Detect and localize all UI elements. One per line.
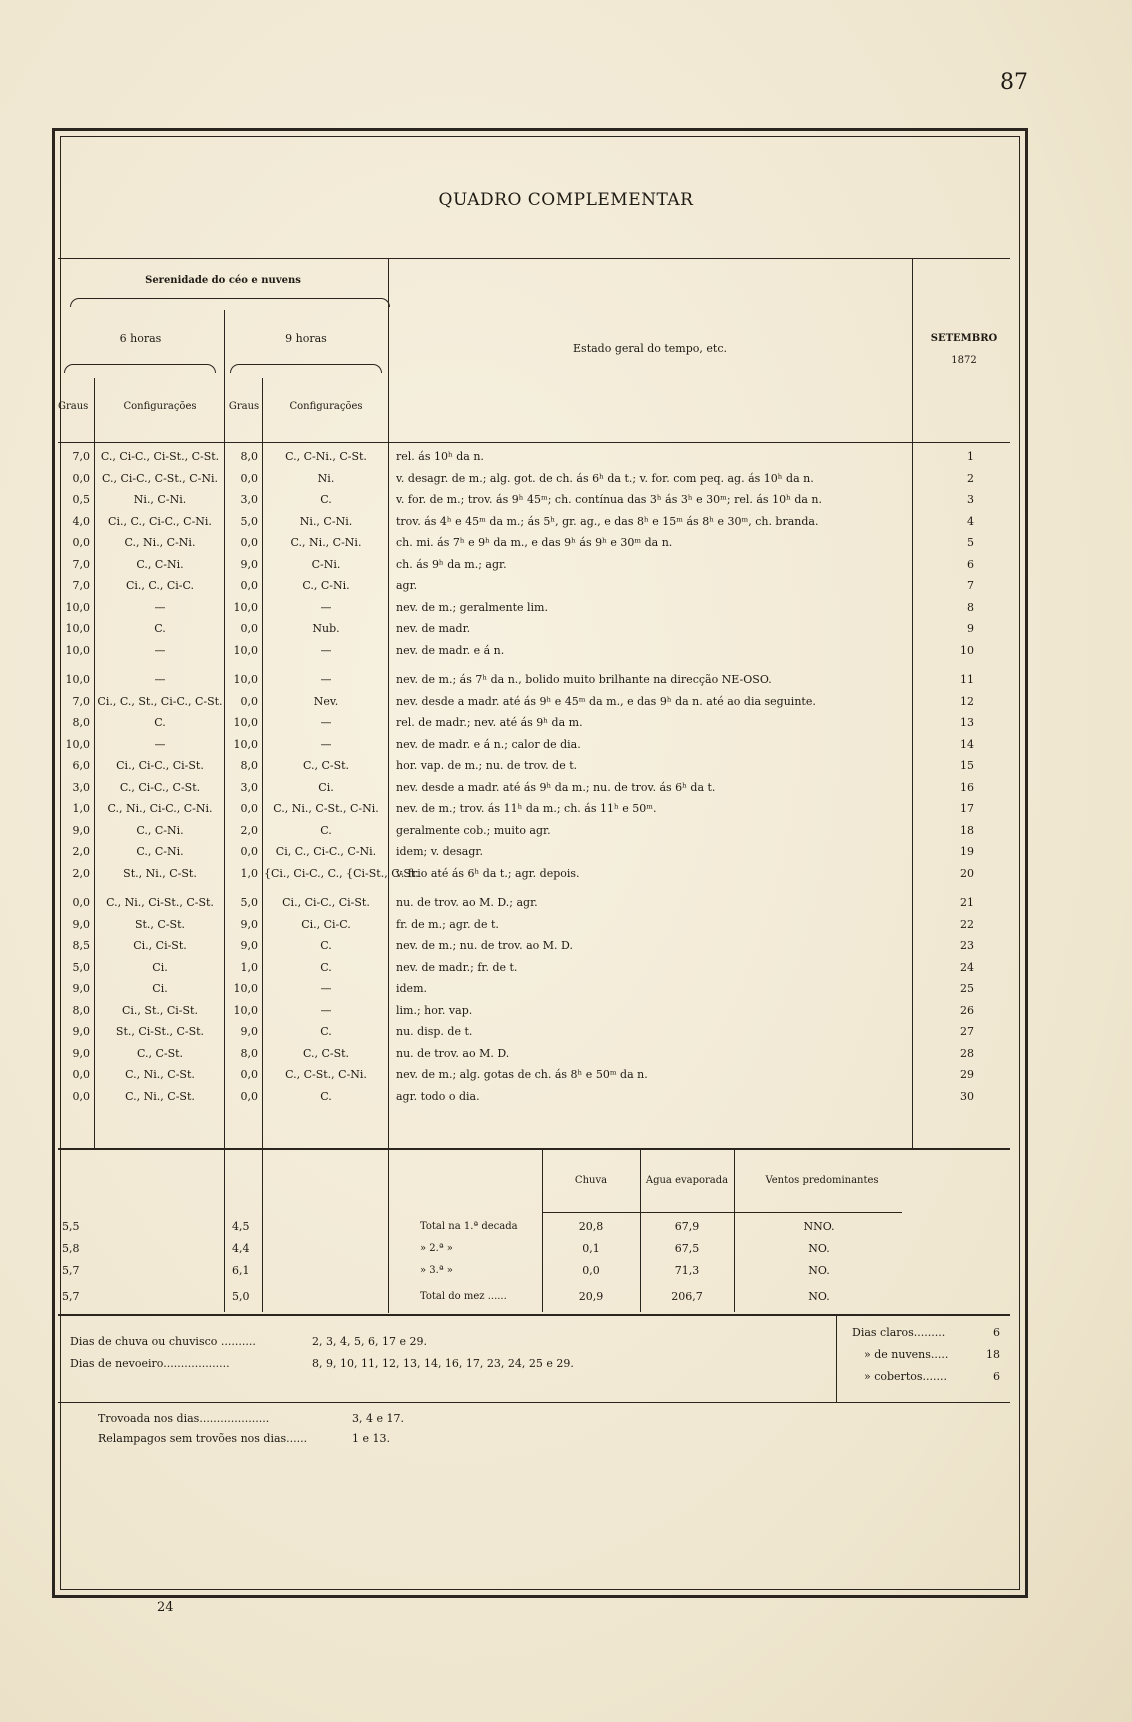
row-graus-9: 0,0 [240,579,258,592]
row-estado: nev. de madr. [396,622,471,635]
row-graus-6: 1,0 [72,802,90,815]
row-graus-9: 1,0 [240,960,258,974]
row-config-6: Ci. [152,960,168,974]
row-graus-9: 8,0 [240,1046,258,1060]
row-graus-6: 8,0 [72,716,90,729]
row-estado: v. frio até ás 6ʰ da t.; agr. depois. [396,866,580,880]
row-graus-9: 0,0 [240,802,258,815]
row-graus-9: 0,0 [240,622,258,635]
row-config-9: C. [320,960,332,974]
row-config-9: C., C-Ni. [302,579,350,592]
row-config-6: — [154,643,166,657]
vline-1 [94,378,95,1148]
row-day: 29 [960,1068,974,1081]
days-top-rule [58,1314,1010,1316]
row-estado: ch. mi. ás 7ʰ e 9ʰ da m., e das 9ʰ ás 9ʰ e 30ᵐ da n. [396,536,673,549]
row-config-9: {Ci., Ci-C., C., {Ci-St., C-St. [264,866,419,880]
header-month: SETEMBRO [930,333,998,344]
row-estado: nev. de m.; alg. gotas de ch. ás 8ʰ e 50ᵐ da n. [396,1068,648,1081]
row-graus-6: 2,0 [72,866,90,880]
row-config-9: C., Ni., C-St., C-Ni. [273,802,379,815]
row-graus-6: 10,0 [65,643,90,657]
row-graus-9: 5,0 [240,896,258,909]
row-day: 14 [960,737,974,751]
thunder-top-rule [58,1402,1010,1403]
row-config-6: C., Ci-C., C-St. [119,780,201,794]
row-graus-9: 0,0 [240,471,258,485]
row-config-9: Nev. [313,694,339,708]
summary-label: Total do mez ...... [420,1291,507,1302]
row-estado: geralmente cob.; muito agr. [396,823,551,837]
row-config-9: C. [320,823,332,837]
summary-graus-6: 5,7 [62,1264,80,1277]
summary-vline-6 [224,1150,225,1312]
row-day: 12 [960,694,974,708]
sum-header-ventos: Ventos predominantes [765,1175,879,1186]
days-clouds-value: 18 [986,1348,1000,1361]
row-day: 28 [960,1046,974,1060]
row-config-9: C. [320,939,332,952]
row-config-6: Ci., St., Ci-St. [122,1003,198,1017]
page-number: 87 [1000,70,1028,95]
summary-agua: 67,9 [674,1220,700,1233]
row-day: 1 [967,450,974,463]
row-graus-9: 0,0 [240,536,258,549]
row-graus-6: 6,0 [72,759,90,772]
row-estado: trov. ás 4ʰ e 45ᵐ da m.; ás 5ʰ, gr. ag., e das 8ʰ e 15ᵐ ás 8ʰ e 30ᵐ, ch. branda. [396,514,819,528]
row-config-6: C., Ni., C-St. [125,1068,195,1081]
row-config-6: C., Ni., C-Ni. [124,536,196,549]
row-config-6: C. [154,716,166,729]
row-day: 30 [960,1089,974,1103]
row-estado: nu. disp. de t. [396,1025,473,1038]
row-estado: nu. de trov. ao M. D.; agr. [396,896,538,909]
row-config-6: C., C-St. [136,1046,184,1060]
row-graus-9: 0,0 [240,845,258,858]
days-vline [836,1316,837,1402]
row-day: 13 [960,716,974,729]
row-config-6: C., C-Ni. [136,823,184,837]
sum-header-agua: Agua evaporada [645,1175,729,1186]
summary-graus-6: 5,8 [62,1242,80,1255]
thunder-value: 3, 4 e 17. [352,1412,404,1425]
header-config-6: Configurações [123,401,197,412]
summary-vento: NNO. [803,1220,835,1233]
row-config-9: — [320,643,332,657]
row-day: 25 [960,982,974,995]
row-graus-6: 9,0 [72,917,90,931]
row-graus-9: 3,0 [240,780,258,794]
summary-vento: NO. [808,1264,830,1277]
row-estado: v. desagr. de m.; alg. got. de ch. ás 6ʰ da t.; v. for. com peq. ag. ás 10ʰ da n. [396,471,814,485]
summary-label: » 2.ª » [420,1243,453,1254]
row-graus-6: 7,0 [72,557,90,571]
row-estado: hor. vap. de m.; nu. de trov. de t. [396,759,578,772]
row-graus-9: 9,0 [240,557,258,571]
row-config-9: C., C-Ni., C-St. [285,450,367,463]
row-config-6: St., Ni., C-St. [123,866,197,880]
vline-5 [912,258,913,1148]
row-day: 2 [967,471,974,485]
row-estado: nev. desde a madr. até ás 9ʰ e 45ᵐ da m., e das 9ʰ da n. até ao dia seguinte. [396,694,816,708]
row-graus-9: 5,0 [240,514,258,528]
row-estado: nev. de madr.; fr. de t. [396,960,518,974]
row-estado: lim.; hor. vap. [396,1003,473,1017]
header-year: 1872 [951,355,977,366]
row-graus-9: 0,0 [240,1089,258,1103]
row-config-6: Ni., C-Ni. [133,493,187,506]
summary-vento: NO. [808,1290,830,1303]
row-graus-6: 4,0 [72,514,90,528]
row-estado: nev. de m.; geralmente lim. [396,600,548,614]
row-day: 10 [960,643,974,657]
row-graus-9: 3,0 [240,493,258,506]
row-day: 5 [967,536,974,549]
summary-header-rule [542,1212,902,1213]
days-rain-label: Dias de chuva ou chuvisco .......... [70,1335,256,1348]
row-graus-6: 8,0 [72,1003,90,1017]
summary-graus-9: 6,1 [232,1264,250,1277]
days-covered-value: 6 [993,1370,1000,1383]
row-config-6: C., Ci-C., Ci-St., C-St. [100,450,220,463]
row-graus-6: 0,5 [72,493,90,506]
row-config-6: — [154,737,166,751]
row-graus-6: 10,0 [65,737,90,751]
row-graus-9: 10,0 [233,716,258,729]
row-config-6: Ci., Ci-C., Ci-St. [116,759,204,772]
row-graus-9: 10,0 [233,1003,258,1017]
row-config-9: Ci, C., Ci-C., C-Ni. [275,845,377,858]
summary-label: » 3.ª » [420,1265,453,1276]
header-9-horas: 9 horas [285,332,327,345]
row-day: 3 [967,493,974,506]
row-graus-9: 0,0 [240,694,258,708]
summary-chuva: 20,8 [578,1220,604,1233]
row-graus-6: 5,0 [72,960,90,974]
row-config-9: Ni. [317,471,335,485]
row-day: 19 [960,845,974,858]
row-estado: ch. ás 9ʰ da m.; agr. [396,557,507,571]
row-day: 8 [967,600,974,614]
row-day: 23 [960,939,974,952]
vline-3 [262,378,263,1148]
summary-graus-6: 5,5 [62,1220,80,1233]
row-config-9: Ci., Ci-C. [301,917,351,931]
summary-graus-9: 4,5 [232,1220,250,1233]
row-graus-9: 8,0 [240,759,258,772]
row-day: 6 [967,557,974,571]
summary-graus-9: 5,0 [232,1290,250,1303]
row-graus-9: 10,0 [233,673,258,686]
row-estado: v. for. de m.; trov. ás 9ʰ 45ᵐ; ch. contínua das 3ʰ ás 3ʰ e 30ᵐ; rel. ás 10ʰ da n. [396,493,822,506]
row-config-9: Ni., C-Ni. [299,514,353,528]
row-config-9: — [320,982,332,995]
row-graus-9: 10,0 [233,982,258,995]
row-graus-6: 9,0 [72,823,90,837]
row-config-9: C. [320,1089,332,1103]
row-config-9: C-Ni. [311,557,341,571]
row-graus-9: 0,0 [240,1068,258,1081]
header-config-9: Configurações [289,401,363,412]
summary-graus-6: 5,7 [62,1290,80,1303]
brace-9 [230,364,382,373]
row-config-6: C., Ni., C-St. [125,1089,195,1103]
row-estado: nu. de trov. ao M. D. [396,1046,510,1060]
row-graus-6: 0,0 [72,1068,90,1081]
days-covered-label: » cobertos....... [864,1370,947,1383]
row-config-6: Ci., C., Ci-C. [125,579,195,592]
row-graus-6: 9,0 [72,982,90,995]
row-graus-9: 10,0 [233,737,258,751]
summary-label: Total na 1.ª decada [420,1221,518,1232]
row-day: 11 [960,673,974,686]
row-estado: idem. [396,982,427,995]
row-estado: rel. ás 10ʰ da n. [396,450,484,463]
row-config-9: C., C-St. [302,1046,350,1060]
row-graus-9: 10,0 [233,643,258,657]
header-estado: Estado geral do tempo, etc. [573,342,727,355]
row-graus-6: 7,0 [72,694,90,708]
row-config-6: C., Ni., Ci-C., C-Ni. [107,802,213,815]
row-graus-9: 9,0 [240,939,258,952]
days-rain-value: 2, 3, 4, 5, 6, 17 e 29. [312,1335,427,1348]
row-graus-6: 3,0 [72,780,90,794]
serenity-brace [70,298,390,307]
row-graus-6: 10,0 [65,600,90,614]
row-config-9: — [320,737,332,751]
row-graus-6: 7,0 [72,450,90,463]
row-config-6: C. [154,622,166,635]
lightning-label: Relampagos sem trovões nos dias...... [98,1432,308,1445]
row-day: 4 [967,514,974,528]
summary-chuva: 20,9 [578,1290,604,1303]
days-fog-value: 8, 9, 10, 11, 12, 13, 14, 16, 17, 23, 24, 25 e 29. [312,1357,574,1370]
row-day: 17 [960,802,974,815]
summary-agua: 206,7 [671,1290,703,1303]
row-day: 27 [960,1025,974,1038]
row-graus-9: 8,0 [240,450,258,463]
row-estado: nev. de madr. e á n.; calor de dia. [396,737,581,751]
row-graus-9: 1,0 [240,866,258,880]
summary-agua: 71,3 [674,1264,700,1277]
row-graus-6: 2,0 [72,845,90,858]
row-estado: fr. de m.; agr. de t. [396,917,499,931]
row-day: 20 [960,866,974,880]
row-graus-6: 0,0 [72,471,90,485]
header-6-horas: 6 horas [119,332,162,345]
row-estado: agr. [396,579,418,592]
vline-4 [388,258,389,1313]
row-config-9: C. [320,1025,332,1038]
summary-graus-9: 4,4 [232,1242,250,1255]
summary-top-rule [58,1148,1010,1150]
row-config-9: C., C-St. [302,759,350,772]
row-config-9: Ci. [318,780,334,794]
row-config-9: Ci., Ci-C., Ci-St. [282,896,370,909]
row-graus-6: 0,0 [72,1089,90,1103]
row-day: 7 [967,579,974,592]
header-top-rule [58,258,1010,259]
brace-6 [64,364,216,373]
row-config-9: — [320,600,332,614]
row-estado: idem; v. desagr. [396,845,483,858]
row-config-6: — [154,600,166,614]
row-day: 22 [960,917,974,931]
row-config-6: C., Ci-C., C-St., C-Ni. [101,471,219,485]
sum-header-chuva: Chuva [574,1175,608,1186]
header-graus-6: Graus [58,401,89,412]
row-config-9: — [320,673,332,686]
row-graus-6: 10,0 [65,673,90,686]
page-title: QUADRO COMPLEMENTAR [438,190,694,210]
row-graus-6: 10,0 [65,622,90,635]
thunder-label: Trovoada nos dias.................... [98,1412,270,1425]
row-graus-9: 2,0 [240,823,258,837]
row-day: 24 [960,960,974,974]
row-config-9: C. [320,493,332,506]
row-day: 18 [960,823,974,837]
row-day: 26 [960,1003,974,1017]
row-config-9: C., Ni., C-Ni. [290,536,362,549]
days-fog-label: Dias de nevoeiro................... [70,1357,230,1370]
row-graus-9: 9,0 [240,917,258,931]
header-bottom-rule [58,442,1010,443]
lightning-value: 1 e 13. [352,1432,390,1445]
row-day: 15 [960,759,974,772]
row-graus-9: 10,0 [233,600,258,614]
row-config-9: Nub. [312,622,340,635]
row-estado: nev. de m.; ás 7ʰ da n., bolido muito brilhante na direcção NE-OSO. [396,673,772,686]
row-config-6: C., Ni., Ci-St., C-St. [106,896,214,909]
summary-agua: 67,5 [674,1242,700,1255]
row-graus-6: 0,0 [72,536,90,549]
row-config-6: Ci., C., St., Ci-C., C-St. [97,694,223,708]
row-graus-6: 8,5 [72,939,90,952]
row-config-6: St., C-St. [134,917,186,931]
summary-vento: NO. [808,1242,830,1255]
row-config-6: St., Ci-St., C-St. [115,1025,205,1038]
row-estado: rel. de madr.; nev. até ás 9ʰ da m. [396,716,583,729]
row-graus-6: 9,0 [72,1046,90,1060]
row-graus-6: 7,0 [72,579,90,592]
summary-chuva: 0,1 [582,1242,600,1255]
row-config-9: — [320,716,332,729]
row-estado: nev. desde a madr. até ás 9ʰ da m.; nu. de trov. ás 6ʰ da t. [396,780,716,794]
row-estado: nev. de m.; trov. ás 11ʰ da m.; ch. ás 11ʰ e 50ᵐ. [396,802,657,815]
days-clear-label: Dias claros......... [852,1326,946,1339]
serenity-header: Serenidade do céo e nuvens [145,275,301,286]
row-day: 21 [960,896,974,909]
row-graus-6: 0,0 [72,896,90,909]
header-graus-9: Graus [228,401,260,412]
signature-number: 24 [157,1600,174,1615]
row-config-9: — [320,1003,332,1017]
days-clear-value: 6 [993,1326,1000,1339]
row-config-6: C., C-Ni. [136,845,184,858]
row-config-6: C., C-Ni. [136,557,184,571]
row-day: 16 [960,780,974,794]
row-estado: agr. todo o dia. [396,1089,480,1103]
row-graus-6: 9,0 [72,1025,90,1038]
row-estado: nev. de m.; nu. de trov. ao M. D. [396,939,573,952]
row-config-9: C., C-St., C-Ni. [285,1068,367,1081]
summary-chuva: 0,0 [582,1264,600,1277]
row-config-6: Ci. [152,982,168,995]
row-config-6: — [154,673,166,686]
row-estado: nev. de madr. e á n. [396,643,505,657]
days-clouds-label: » de nuvens..... [864,1348,949,1361]
row-day: 9 [967,622,974,635]
row-config-6: Ci., Ci-St. [133,939,187,952]
row-graus-9: 9,0 [240,1025,258,1038]
row-config-6: Ci., C., Ci-C., C-Ni. [108,514,212,528]
